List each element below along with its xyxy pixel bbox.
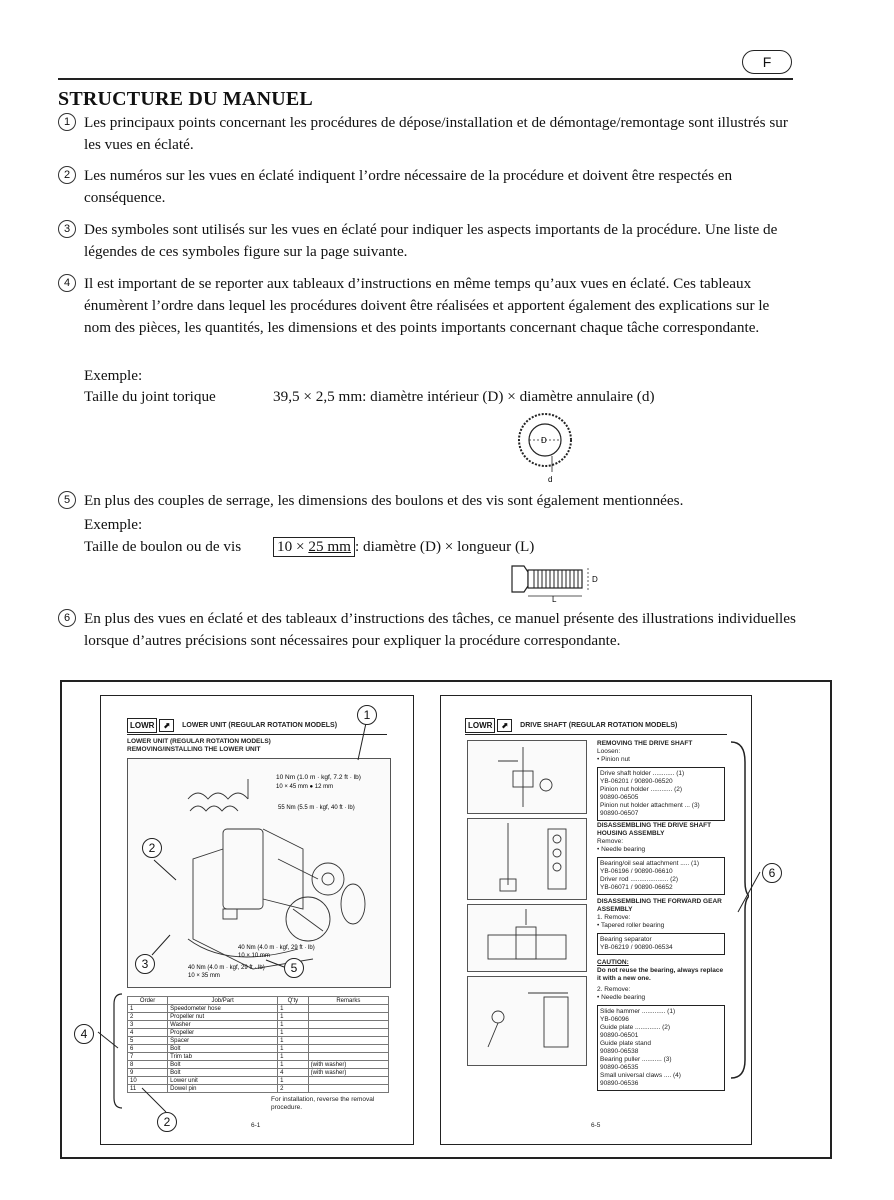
item-text: Des symboles sont utilisés sur les vues en éclaté pour indiquer les aspects importants de la procédure. Une liste de légendes de ces symboles figure sur la page suivante. — [84, 221, 778, 260]
example-field: Taille de boulon ou de vis — [84, 538, 242, 555]
special-tool-box: Bearing separator YB-06219 / 90890-06534 — [597, 933, 725, 955]
table-row: 3 Washer 1 — [128, 1021, 389, 1029]
torque-spec-1: 10 Nm (1.0 m · kgf, 7.2 ft · lb) — [276, 774, 361, 781]
example-field: Taille du joint torique — [84, 388, 216, 405]
bolt-diameter: 10 × — [277, 538, 309, 555]
item-number: 5 — [58, 491, 76, 509]
special-tool-box: Bearing/oil seal attachment ..... (1) YB-06196 / 90890-06610 Driver rod ..................... (2) YB-06071 / 90890-06652 — [597, 857, 725, 895]
item-number: 4 — [58, 274, 76, 292]
col-job-part: Job/Part — [168, 997, 278, 1005]
caution-label: CAUTION: — [597, 959, 629, 966]
section-tab: LOWR — [127, 718, 157, 733]
language-badge: F — [742, 50, 792, 74]
table-row: 8 Bolt 1 (with washer) — [128, 1061, 389, 1069]
section-icon: ⬈ — [159, 719, 174, 732]
o-ring-D-label: D — [541, 436, 547, 445]
col-qty: Q'ty — [278, 997, 309, 1005]
table-row: 11 Dowel pin 2 — [128, 1085, 389, 1093]
example-label: Exemple: — [84, 367, 143, 384]
special-tool-box: Slide hammer ............. (1) YB-06096 Guide plate .............. (2) 90890-06501 Guide plate stand 90890-06538 Bearing puller ........... (3) 90890-06535 Small universal claws .... (4) 90890-06536 — [597, 1005, 725, 1091]
caution-text: Do not reuse the bearing, always replace it with a new one. — [597, 967, 724, 982]
table-row: 6 Bolt 1 — [128, 1045, 389, 1053]
left-subheading-2: REMOVING/INSTALLING THE LOWER UNIT — [127, 746, 261, 753]
bolt-D-label: D — [592, 575, 598, 584]
table-row: 2 Propeller nut 1 — [128, 1013, 389, 1021]
bolt-length: 25 mm — [308, 538, 351, 555]
example-label: Exemple: — [84, 516, 143, 533]
item-text: Les principaux points concernant les procédures de dépose/installation et de démontage/remontage sont illustrés sur les vues en éclaté. — [84, 114, 788, 153]
section-title: DISASSEMBLING THE DRIVE SHAFT HOUSING ASSEMBLY — [597, 822, 712, 837]
step-text: Loosen: — [597, 748, 621, 755]
table-row: 9 Bolt 4 (with washer) — [128, 1069, 389, 1077]
torque-spec-2: 55 Nm (5.5 m · kgf, 40 ft · lb) — [278, 805, 355, 811]
item-text: En plus des vues en éclaté et des tableaux d’instructions des tâches, ce manuel présente des illustrations individuelles lorsque d’autres précisions sont nécessaires pour expliquer la procédure correspondante. — [84, 610, 796, 649]
item-number: 6 — [58, 609, 76, 627]
col-order: Order — [128, 997, 168, 1005]
step-text: • Needle bearing — [597, 846, 646, 853]
table-row: 7 Trim tab 1 — [128, 1053, 389, 1061]
left-page-heading: LOWER UNIT (REGULAR ROTATION MODELS) — [182, 721, 338, 729]
step-text: • Tapered roller bearing — [597, 922, 665, 929]
torque-spec-3: 40 Nm (4.0 m · kgf, 29 ft · lb) — [238, 945, 315, 951]
item-number: 1 — [58, 113, 76, 131]
page-title: STRUCTURE DU MANUEL — [58, 88, 313, 110]
table-row: 4 Propeller 1 — [128, 1029, 389, 1037]
item-number: 3 — [58, 220, 76, 238]
section-title: REMOVING THE DRIVE SHAFT — [597, 740, 693, 747]
left-subheading: LOWER UNIT (REGULAR ROTATION MODELS) — [127, 738, 271, 745]
step-text: 1. Remove: — [597, 914, 631, 921]
item-text: Il est important de se reporter aux tableaux d’instructions en même temps qu’aux vues en éclaté. Ces tableaux énumèrent l’ordre dans lequel les procédures doivent être réalisées et apportent également des explications sur le nom des pièces, les quantités, les dimensions et des points importants concernant chaque tâche correspondante. — [84, 275, 770, 336]
section-icon: ⬈ — [497, 719, 512, 732]
right-page-number: 6-5 — [591, 1122, 601, 1129]
section-tab: LOWR — [465, 718, 495, 733]
callout-4: 4 — [74, 1024, 94, 1044]
step-text: • Needle bearing — [597, 994, 646, 1001]
table-footnote: For installation, reverse the removal procedure. — [271, 1096, 375, 1111]
o-ring-d-label: d — [548, 475, 553, 484]
item-text: En plus des couples de serrage, les dimensions des boulons et des vis sont également mentionnées. — [84, 492, 684, 509]
section-title: DISASSEMBLING THE FORWARD GEAR ASSEMBLY — [597, 898, 722, 913]
bolt-size-description: : diamètre (D) × longueur (L) — [354, 538, 535, 555]
callout-2: 2 — [142, 838, 162, 858]
torque-spec-4b: 10 × 35 mm — [188, 973, 220, 979]
left-page-number: 6-1 — [251, 1122, 261, 1129]
torque-spec-4: 40 Nm (4.0 m · kgf, 29 ft · lb) — [188, 965, 265, 971]
table-row: 10 Lower unit 1 — [128, 1077, 389, 1085]
item-number: 2 — [58, 166, 76, 184]
col-remarks: Remarks — [308, 997, 388, 1005]
special-tool-box: Drive shaft holder ............ (1) YB-06201 / 90890-06520 Pinion nut holder ............ (2) 90890-06505 Pinion nut holder attachment ... (3) 90890-06507 — [597, 767, 725, 821]
bolt-L-label: L — [552, 595, 557, 602]
callout-3: 3 — [135, 954, 155, 974]
step-text: Remove: — [597, 838, 624, 845]
callout-1: 1 — [357, 705, 377, 725]
torque-spec-3b: 10 × 10 mm — [238, 953, 270, 959]
callout-2b: 2 — [157, 1112, 177, 1132]
torque-spec-1b: 10 × 45 mm ● 12 mm — [276, 784, 334, 790]
item-text: Les numéros sur les vues en éclaté indiquent l’ordre nécessaire de la procédure et doivent être respectés en conséquence. — [84, 167, 733, 206]
right-page-heading: DRIVE SHAFT (REGULAR ROTATION MODELS) — [520, 721, 678, 729]
table-row: 5 Spacer 1 — [128, 1037, 389, 1045]
callout-5: 5 — [284, 958, 304, 978]
step-text: 2. Remove: — [597, 986, 631, 993]
callout-6: 6 — [762, 863, 782, 883]
table-row: 1 Speedometer hose 1 — [128, 1005, 389, 1013]
step-text: • Pinion nut — [597, 756, 630, 763]
example-value: 39,5 × 2,5 mm: diamètre intérieur (D) × diamètre annulaire (d) — [273, 388, 655, 405]
